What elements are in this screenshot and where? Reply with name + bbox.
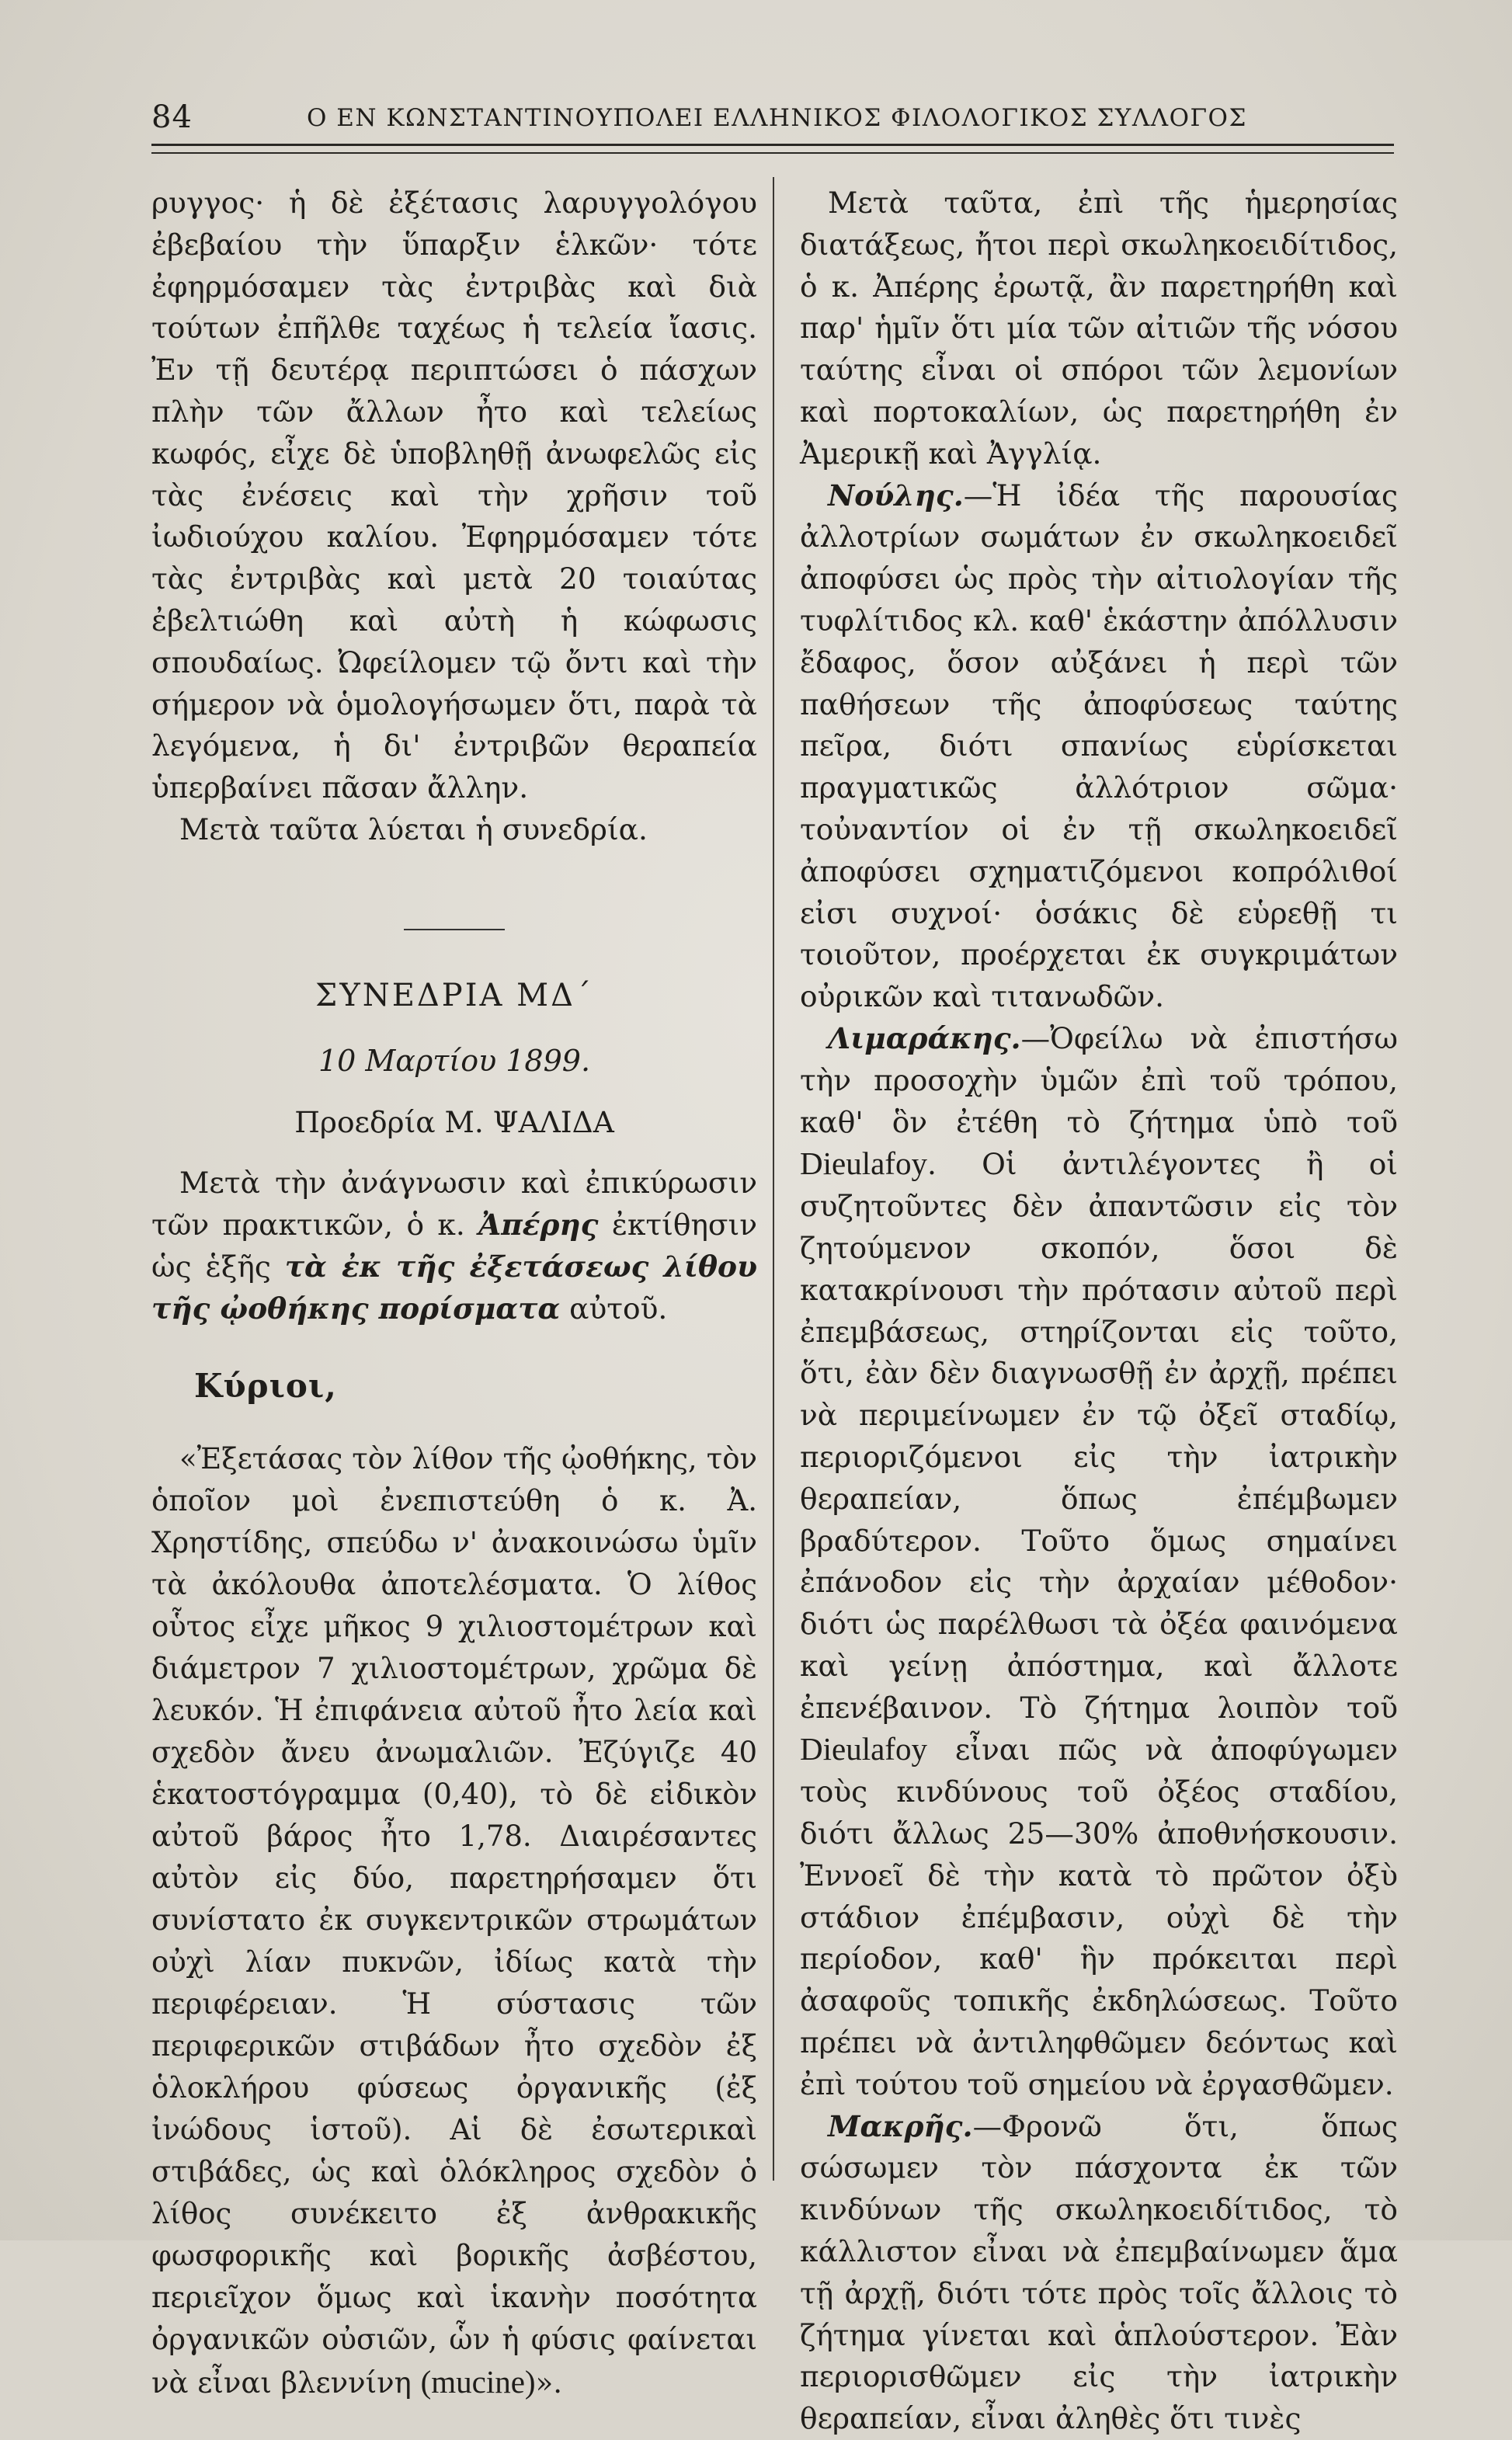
emphasized-title: τὰ ἐκ τῆς ἐξετάσεως λίθου τῆς ᾠοθήκης πορίσματα — [151, 1249, 757, 1326]
running-title: Ο ΕΝ ΚΩΝΣΤΑΝΤΙΝΟΥΠΟΛΕΙ ΕΛΛΗΝΙΚΟΣ ΦΙΛΟΛΟΓΙΚΟΣ ΣΥΛΛΟΓΟΣ — [307, 104, 1247, 132]
session-date: 10 Μαρτίου 1899. — [318, 1043, 591, 1078]
header-rule-bottom — [151, 152, 1394, 154]
paragraph — [800, 475, 1398, 1018]
text-run: Μετὰ τὴν ἀνάγνωσιν καὶ ἐπικύρωσιν τῶν πρακτικῶν, ὁ κ. — [151, 1166, 757, 1242]
text-run: αὐτοῦ. — [560, 1291, 668, 1326]
page-number: 84 — [151, 99, 193, 135]
speaker-name: Λιμαράκης. — [828, 1020, 1021, 1055]
speaker-name: Μακρῆς. — [828, 2108, 973, 2143]
right-column — [800, 182, 1398, 2440]
address-salutation: Κύριοι, — [194, 1367, 337, 1406]
text-run: —Ὀφείλω νὰ ἐπιστήσω τὴν προσοχὴν ὑμῶν ἐπὶ τοῦ τρόπου, καθ' ὃν ἐτέθη τὸ ζήτημα ὑπὸ τοῦ — [800, 1020, 1398, 1139]
text-run: . Οἱ ἀντιλέγοντες ἢ οἱ συζητοῦντες δὲν ἀπαντῶσιν εἰς τὸν ζητούμενον σκοπόν, ὅσοι δὲ κατακρίνουσι τὴν πρότασιν αὐτοῦ περὶ ἐπεμβάσεως, στηρίζονται εἰς τοῦτο, ὅτι, ἐὰν δὲν διαγνωσθῇ ἐν ἀρχῇ, πρέπει νὰ περιμείνωμεν ἐν τῷ ὀξεῖ σταδίῳ, περιοριζόμενοι εἰς τὴν ἰατρικὴν θεραπείαν, ὅπως ἐπέμβωμεν βραδύτερον. Τοῦτο ὅμως σημαίνει ἐπάνοδον εἰς τὴν ἀρχαίαν μέθοδον· διότι ὡς παρέλθωσι τὰ ὀξέα φαινόμενα καὶ γείνῃ ἀπόστημα, καὶ ἄλλοτε ἐπενέβαινον. Τὸ ζήτημα λοιπὸν τοῦ — [800, 1147, 1398, 1725]
presidency-line: Προεδρία Μ. ΨΑΛΙΔΑ — [294, 1105, 614, 1140]
section-divider — [404, 929, 505, 930]
paragraph — [800, 2106, 1398, 2440]
latin-term: (mucine) — [420, 2364, 536, 2400]
column-divider — [773, 177, 774, 2181]
latin-name: Dieulafoy — [800, 1731, 927, 1767]
paragraph — [151, 1163, 757, 1329]
header-rule-top — [151, 144, 1394, 146]
text-run: —Ἡ ἰδέα τῆς παρουσίας ἀλλοτρίων σωμάτων ἐν σκωληκοειδεῖ ἀποφύσει ὡς πρὸς τὴν αἰτιολογίαν τῆς τυφλίτιδος κλ. καθ' ἑκάστην ἀπόλλυσιν ἔδαφος, ὅσον αὐξάνει ἡ περὶ τῶν παθήσεων τῆς ἀποφύσεως ταύτης πεῖρα, διότι σπανίως εὑρίσκεται πραγματικῶς ἀλλότριον σῶμα· τοὐναντίον οἱ ἐν τῇ σκωληκοειδεῖ ἀποφύσει σχηματιζόμενοι κοπρόλιθοί εἰσι συχνοί· ὁσάκις δὲ εὑρεθῇ τι τοιοῦτον, προέρχεται ἐκ συγκριμάτων οὐρικῶν καὶ τιτανωδῶν. — [800, 478, 1398, 1014]
paragraph: Μετὰ ταῦτα, ἐπὶ τῆς ἡμερησίας διατάξεως, ἤτοι περὶ σκωληκοειδίτιδος, ὁ κ. Ἀπέρης ἐρωτᾷ, ἂν παρετηρήθη καὶ παρ' ἡμῖν ὅτι μία τῶν αἰτιῶν τῆς νόσου ταύτης εἶναι οἱ σπόροι τῶν λεμονίων καὶ πορτοκαλίων, ὡς παρετηρήθη ἐν Ἀμερικῇ καὶ Ἀγγλίᾳ. — [800, 186, 1398, 471]
latin-name: Dieulafoy — [800, 1145, 927, 1182]
quoted-report — [151, 1438, 757, 2404]
paragraph: ρυγγος· ἡ δὲ ἐξέτασις λαρυγγολόγου ἐβεβαίου τὴν ὕπαρξιν ἑλκῶν· τότε ἐφηρμόσαμεν τὰς ἐντριβὰς καὶ διὰ τούτων ἐπῆλθε ταχέως ἡ τελεία ἴασις. Ἐν τῇ δευτέρᾳ περιπτώσει ὁ πάσχων πλὴν τῶν ἄλλων ἦτο καὶ τελείως κωφός, εἶχε δὲ ὑποβληθῇ ἀνωφελῶς εἰς τὰς ἐνέσεις καὶ τὴν χρῆσιν τοῦ ἰωδιούχου καλίου. Ἐφηρμόσαμεν τότε τὰς ἐντριβὰς καὶ μετὰ 20 τοιαύτας ἐβελτιώθη καὶ αὐτὴ ἡ κώφωσις σπουδαίως. Ὠφείλομεν τῷ ὄντι καὶ τὴν σήμερον νὰ ὁμολογήσωμεν ὅτι, παρὰ τὰ λεγόμενα, ἡ δι' ἐντριβῶν θεραπεία ὑπερβαίνει πᾶσαν ἄλλην. — [151, 186, 757, 805]
speaker-name: Ἀπέρης — [478, 1207, 599, 1242]
text-run: εἶναι πῶς νὰ ἀποφύγωμεν τοὺς κινδύνους τοῦ ὀξέος σταδίου, διότι ἄλλως 25—30% ἀποθνήσκουσιν. Ἐννοεῖ δὲ τὴν κατὰ τὸ πρῶτον ὀξὺ στάδιον ἐπέμβασιν, οὐχὶ δὲ τὴν περίοδον, καθ' ἣν πρόκειται περὶ ἀσαφοῦς τοπικῆς ἐκδηλώσεως. Τοῦτο πρέπει νὰ ἀντιληφθῶμεν δεόντως καὶ ἐπὶ τούτου τοῦ σημείου νὰ ἐργασθῶμεν. — [800, 1733, 1398, 2101]
paragraph: Μετὰ ταῦτα λύεται ἡ συνεδρία. — [179, 812, 648, 846]
left-column — [151, 182, 757, 2404]
paragraph — [800, 1018, 1398, 2106]
text-run: ». — [535, 2366, 562, 2400]
speaker-name: Νούλης. — [828, 478, 964, 513]
session-title: ΣΥΝΕΔΡΙΑ ΜΔ΄ — [315, 977, 593, 1013]
text-run: «Ἐξετάσας τὸν λίθον τῆς ᾠοθήκης, τὸν ὁποῖον μοὶ ἐνεπιστεύθη ὁ κ. Ἀ. Χρηστίδης, σπεύδω ν' ἀνακοινώσω ὑμῖν τὰ ἀκόλουθα ἀποτελέσματα. Ὁ λίθος οὗτος εἶχε μῆκος 9 χιλιοστομέτρων καὶ διάμετρον 7 χιλιοστομέτρων, χρῶμα δὲ λευκόν. Ἡ ἐπιφάνεια αὐτοῦ ἦτο λεία καὶ σχεδὸν ἄνευ ἀνωμαλιῶν. Ἐζύγιζε 40 ἑκατοστόγραμμα (0,40), τὸ δὲ εἰδικὸν αὐτοῦ βάρος ἦτο 1,78. Διαιρέσαντες αὐτὸν εἰς δύο, παρετηρήσαμεν ὅτι συνίστατο ἐκ συγκεντρικῶν στρωμάτων οὐχὶ λίαν πυκνῶν, ἰδίως κατὰ τὴν περιφέρειαν. Ἡ σύστασις τῶν περιφερικῶν στιβάδων ἦτο σχεδὸν ἐξ ὁλοκλήρου φύσεως ὀργανικῆς (ἐξ ἰνώδους ἱστοῦ). Αἱ δὲ ἐσωτερικαὶ στιβάδες, ὡς καὶ ὁλόκληρος σχεδὸν ὁ λίθος συνέκειτο ἐξ ἀνθρακικῆς φωσφορικῆς καὶ βορικῆς ἀσβέστου, περιεῖχον ὅμως καὶ ἱκανὴν ποσότητα ὀργανικῶν οὐσιῶν, ὧν ἡ φύσις φαίνεται νὰ εἶναι βλεννίνη — [151, 1442, 757, 2400]
page-header — [151, 99, 1394, 146]
text-run: ἐκτίθησιν ὡς ἑξῆς — [151, 1207, 758, 1284]
text-run: —Φρονῶ ὅτι, ὅπως σώσωμεν τὸν πάσχοντα ἐκ τῶν κινδύνων τῆς σκωληκοειδίτιδος, τὸ κάλλιστον εἶναι νὰ ἐπεμβαίνωμεν ἅμα τῇ ἀρχῇ, διότι τότε πρὸς τοῖς ἄλλοις τὸ ζήτημα γίνεται καὶ ἁπλούστερον. Ἐὰν περιορισθῶμεν εἰς τὴν ἰατρικὴν θεραπείαν, εἶναι ἀληθὲς ὅτι τινὲς — [800, 2108, 1398, 2436]
